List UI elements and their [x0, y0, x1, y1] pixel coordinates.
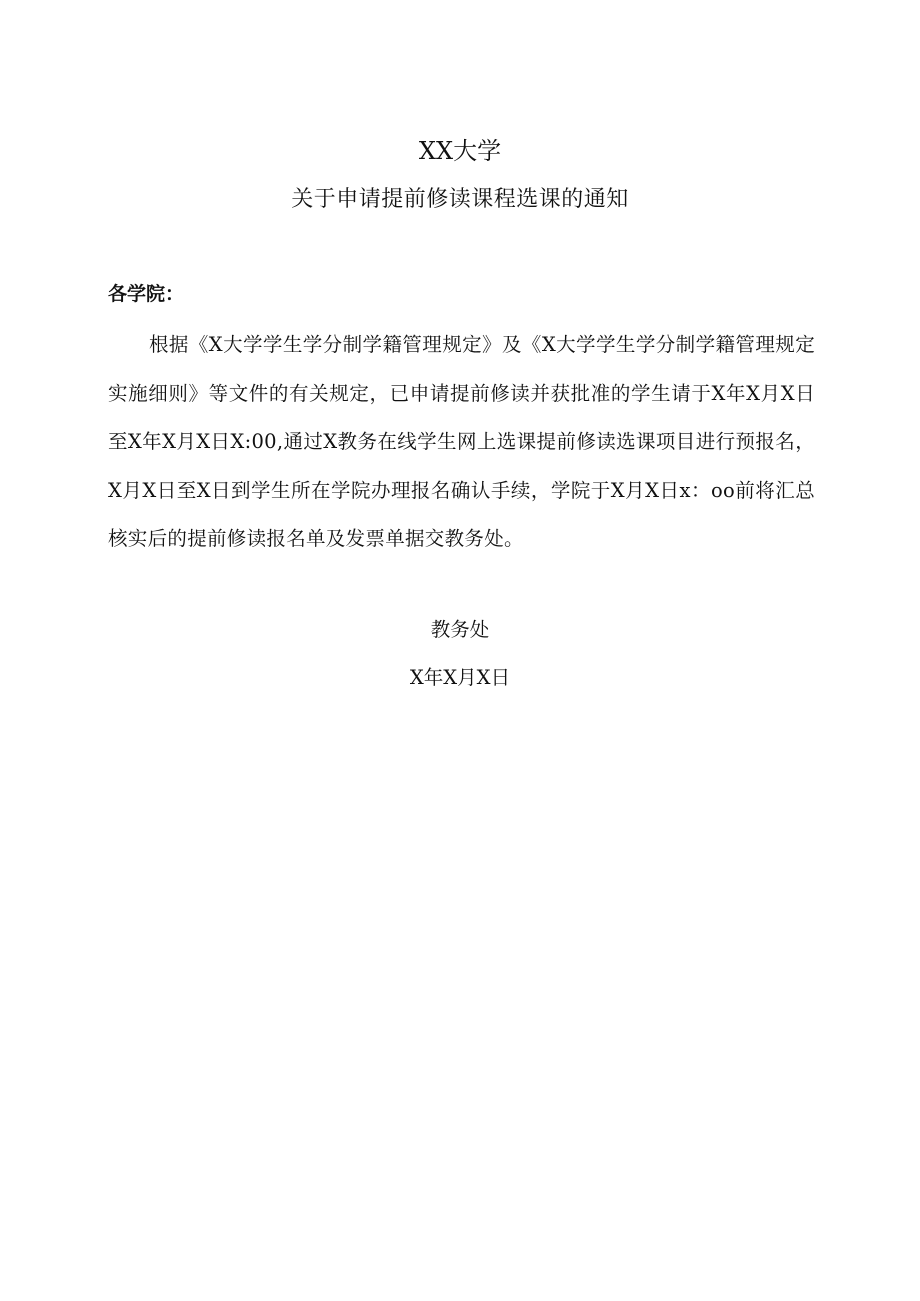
notice-body: 根据《X大学学生学分制学籍管理规定》及《X大学学生学分制学籍管理规定实施细则》等文件的有关规定，已申请提前修读并获批准的学生请于X年X月X日至X年X月X日X:00,通过X教务在线学生网上选课提前修读选课项目进行预报名，X月X日至X日到学生所在学院办理报名确认手续，学院于X月X日x：oo前将汇总核实后的提前修读报名单及发票单据交教务处。: [108, 333, 815, 550]
issue-date: X年X月X日: [409, 666, 511, 689]
university-name: XX大学: [418, 137, 502, 165]
salutation: 各学院：: [108, 283, 185, 305]
notice-title: 关于申请提前修读课程选课的通知: [291, 187, 629, 212]
issuer-signature: 教务处: [430, 618, 490, 641]
